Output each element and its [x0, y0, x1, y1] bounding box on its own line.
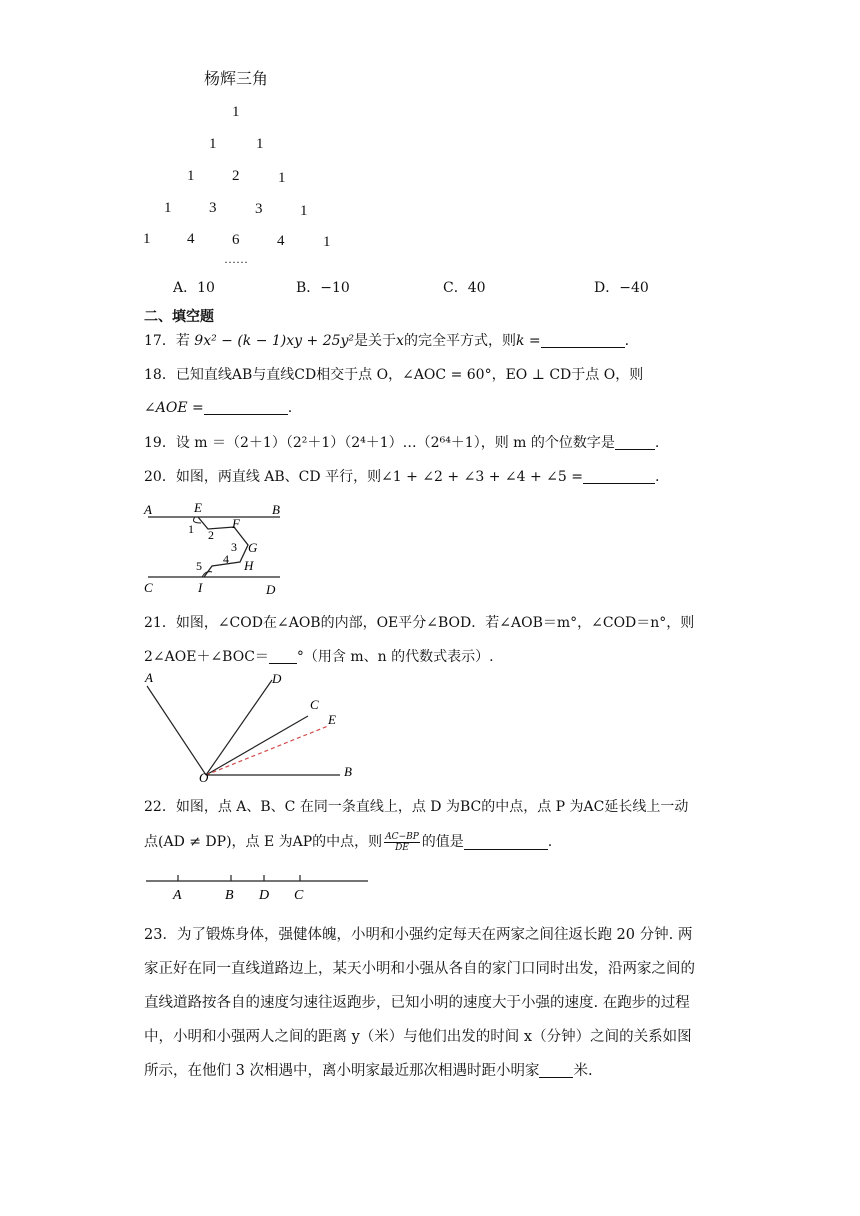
q23-line: 23．为了锻炼身体，强健体魄，小明和小强约定每天在两家之间往返长跑 20 分钟. 两 — [144, 927, 693, 943]
triangle-ellipsis: …… — [224, 252, 248, 266]
answer-blank[interactable] — [464, 835, 548, 850]
label-angle-5: 5 — [196, 559, 202, 573]
triangle-number: 2 — [232, 168, 240, 184]
triangle-number: 1 — [323, 234, 331, 250]
triangle-title: 杨辉三角 — [204, 69, 269, 88]
label-e: E — [328, 712, 336, 727]
option-c[interactable]: C．40 — [443, 280, 486, 296]
triangle-number: 1 — [256, 136, 264, 152]
label-angle-3: 3 — [231, 540, 237, 554]
zigzag-polyline — [198, 517, 248, 577]
label-angle-4: 4 — [223, 552, 229, 566]
label-i: I — [198, 580, 203, 595]
q23-line: 所示，在他们 3 次相遇中，离小明家最近那次相遇时距小明家 米. — [144, 1063, 593, 1079]
answer-blank[interactable] — [615, 435, 655, 450]
answer-blank[interactable] — [204, 400, 288, 415]
question-18: 18．已知直线AB与直线CD相交于点 O，∠AOC = 60°，EO ⊥ CD于点 O，则 — [144, 367, 644, 383]
number-line-figure — [140, 868, 372, 904]
label-g: G — [248, 540, 258, 555]
label-a: A — [144, 502, 152, 517]
label-b: B — [344, 764, 352, 779]
answer-blank[interactable] — [269, 649, 297, 664]
question-21: 21．如图，∠COD在∠AOB的内部，OE平分∠BOD．若∠AOB＝m°，∠COD＝n°，则 — [144, 615, 695, 631]
triangle-number: 1 — [300, 203, 308, 219]
question-23 — [144, 918, 718, 1088]
label-angle-2: 2 — [208, 528, 214, 542]
section-title: 二、填空题 — [144, 309, 214, 325]
triangle-number: 4 — [277, 233, 285, 249]
triangle-number: 1 — [164, 200, 172, 216]
label-f: F — [232, 516, 240, 531]
ray-oa — [147, 686, 206, 775]
triangle-number: 4 — [187, 231, 195, 247]
answer-blank[interactable] — [541, 333, 625, 348]
ray-oc — [206, 716, 308, 775]
answer-blank[interactable] — [583, 469, 655, 484]
label-c: C — [144, 580, 153, 595]
fraction: AC−BP DE — [385, 832, 419, 853]
label-b: B — [272, 502, 280, 517]
label-e: E — [194, 500, 202, 515]
angle-mark — [202, 572, 212, 577]
ray-oe — [206, 726, 328, 775]
triangle-number: 1 — [209, 136, 217, 152]
answer-blank[interactable] — [539, 1063, 573, 1078]
label-c: C — [294, 888, 304, 903]
option-b[interactable]: B．−10 — [296, 280, 350, 296]
triangle-number: 1 — [187, 168, 195, 184]
label-d: D — [259, 888, 270, 903]
triangle-number: 3 — [255, 201, 263, 217]
question-20: 20．如图，两直线 AB、CD 平行，则∠1 + ∠2 + ∠3 + ∠4 + ∠5 = . — [144, 469, 660, 485]
label-o: O — [199, 770, 209, 784]
question-21-line2: 2∠AOE＋∠BOC＝ °（用含 m、n 的代数式表示）. — [144, 649, 494, 665]
ray-od — [206, 680, 272, 775]
label-h: H — [244, 558, 254, 573]
question-18-line2: ∠AOE = . — [144, 400, 293, 416]
option-a[interactable]: A．10 — [173, 280, 215, 296]
label-d: D — [266, 582, 276, 597]
label-d: D — [272, 671, 282, 686]
label-c: C — [310, 697, 319, 712]
question-22: 22．如图，点 A、B、C 在同一条直线上，点 D 为BC的中点，点 P 为AC延长线上一动 — [144, 799, 689, 815]
triangle-number: 1 — [278, 170, 286, 186]
angle-figure — [140, 668, 362, 784]
question-17: 17．若 9x² − (k − 1)xy + 25y²是关于x的完全平方式，则k = . — [144, 333, 630, 349]
label-b: B — [225, 888, 234, 903]
triangle-number: 1 — [232, 104, 240, 120]
question-22-line2: 点(AD ≠ DP)，点 E 为AP的中点，则 AC−BP DE 的值是 . — [144, 832, 553, 853]
triangle-number: 3 — [209, 200, 217, 216]
label-a: A — [145, 670, 153, 685]
triangle-number: 6 — [232, 232, 240, 248]
q23-line: 家正好在同一直线道路边上，某天小明和小强从各自的家门口同时出发，沿两家之间的 — [144, 961, 695, 977]
label-a: A — [173, 888, 182, 903]
q23-line: 直线道路按各自的速度匀速往返跑步，已知小明的速度大于小强的速度. 在跑步的过程 — [144, 995, 690, 1011]
option-d[interactable]: D．−40 — [594, 280, 649, 296]
triangle-number: 1 — [143, 231, 151, 247]
parallel-lines-figure — [140, 496, 300, 600]
q23-line: 中，小明和小强两人之间的距离 y（米）与他们出发的时间 x（分钟）之间的关系如图 — [144, 1029, 692, 1045]
question-19: 19．设 m ＝（2＋1）（2²＋1）（2⁴＋1）…（2⁶⁴＋1），则 m 的个位数字是 . — [144, 435, 660, 451]
label-angle-1: 1 — [188, 522, 194, 536]
